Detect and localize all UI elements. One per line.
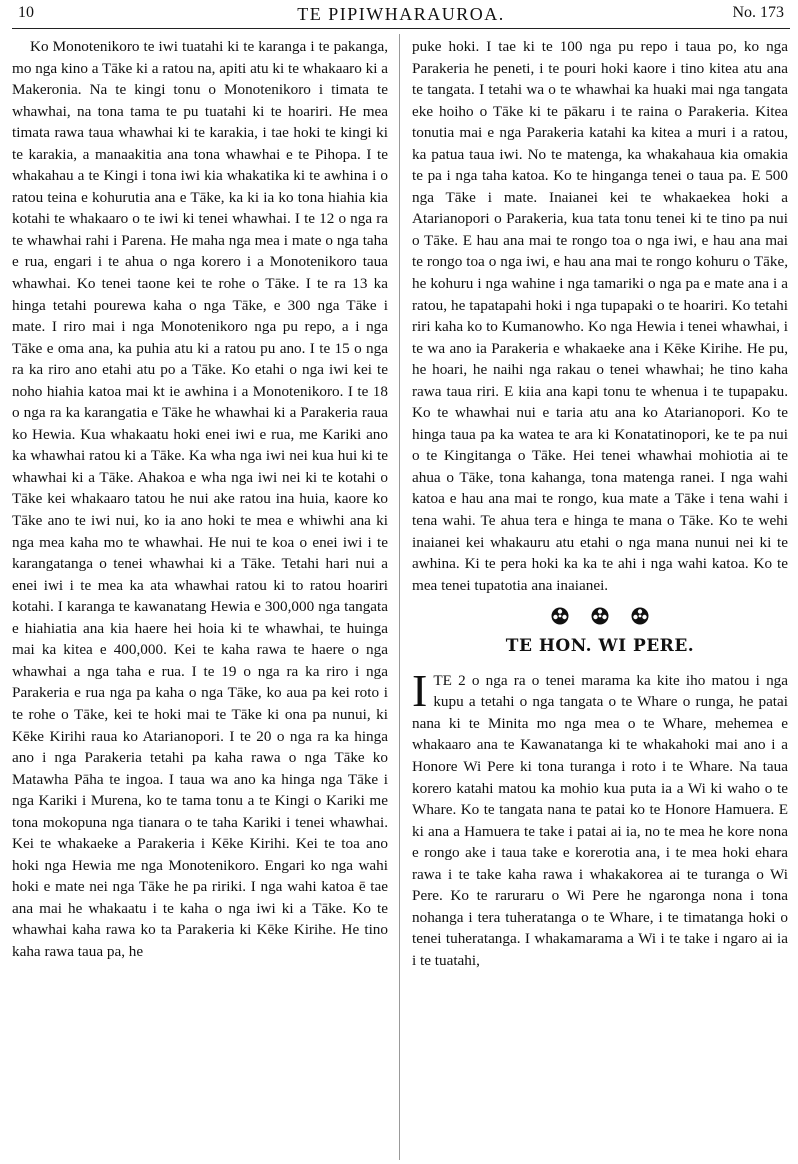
flower-ornament-icon — [590, 606, 610, 626]
ornament-row — [412, 606, 788, 626]
right-column — [412, 36, 788, 971]
newspaper-title: TE PIPIWHARAUROA. — [297, 4, 505, 24]
header-rule — [12, 28, 790, 29]
flower-ornament-icon — [550, 606, 570, 626]
page-number: 10 — [18, 4, 34, 21]
article-body — [412, 664, 788, 972]
article-text: TE 2 o nga ra o tenei marama ka kite iho matou i nga kupu a tetahi o nga tangata o te Whare o runga, he patai nana ki te Minita mo nga mea o te Whare, mehemea e whakaaro ana te Kawanatanga ki te whakahoki mai ano i a Honore Wi Pere ki tona turanga i roto i te Whare. Na taua korero katahi matou ka mohio kua puta ia a Wi ki waho o te Whare. Ko te tangata nana te patai ko te Honore Hamuera. E ki ana a Hamuera te take i patai ai ia, no te mea he kore nona e rongo ake i taua take e korerotia ana, i te mea hoki ehara rawa i te take kaha rawa i whakakorea ai te turanga o Wi Pere. Ko te raruraru o Wi Pere he ngaronga nona i tona nohanga i tera tuheratanga o te Whare, i te timatanga hoki o tenei tuheratanga. I whakamarama a Wi i te take i ngaro ai ia i te tuatahi, — [412, 671, 788, 969]
issue-number: No. 173 — [732, 4, 784, 21]
left-column — [12, 36, 388, 963]
column-separator — [399, 34, 400, 1160]
flower-ornament-icon — [630, 606, 650, 626]
right-column-continued-text: puke hoki. I tae ki te 100 nga pu repo i taua po, ko nga Parakeria he peneti, i te pouri hoki kaore i tino kitea atu ana te tangata. I tetahi wa o te whawhai ka huaki mai nga tangata eke hoiho o Tāke ki te pākaru i te raina o Parakeria. Kitea tonutia mai e nga Parakeria katahi ka kitea a muri i a ratou, ka patua taua iwi. No te matenga, ka whakahaua kia omakia te pa i nga taha katoa. Ko te hinganga tenei o taua pa. E 500 nga Tāke i mate. Inaianei kei te whakaekea hoki a Atarianopori o Parakeria, kua tata tonu tenei ki te tino pa nui o Tāke. E hau ana mai te rongo toa o nga iwi, e hau ana mai te rongo toa o nga iwi, e hau ana mai te rongo kohuru o Tāke, he kohuru i nga wahine i nga tamariki o nga pa e mate ana i a ratou, he tapatapahi hoki i nga tupapaki o te hoariri. Ko tetahi riri kaha ko to Kumanowho. Ko nga Hewia i tenei whawhai, i te wa ano ia Parakeria e whakaeke ana i Kēke Kirihe. He pu, he hoari, he naihi nga rakau o tenei whawhai; he tino kaha rawa taua riri. E kiia ana kapi tonu te whenua i te tupapaku. Ko te whawhai nui e taria atu ana ko Atarianopori. Ko te hinga taua pa ka watea te ara ki Konatatinopori, ke te pa nui o te Kingitanga o Tāke. Hei tenei whawhai mohiotia ai te ahua o Tāke, tona kahanga, tona matenga ranei. I nga wahi katoa e hau ana mai te rongo, kua mate a Tāke i tena wahi i tena wahi. Te ahua tera e hinga te mana o Tāke. Ko te wehi inaianei kei whakauru atu etahi o nga mana nunui nei ki te awhina. Ki te pera hoki ka ka te ahi i nga wahi katoa. Ko te mea tenei tupatotia ana inaianei. — [412, 38, 788, 594]
left-column-text: Ko Monotenikoro te iwi tuatahi ki te karanga i te pakanga, mo nga kino a Tāke ki a ratou na, apiti atu ki te whakaaro ki a Makeronia. Na te kingi tonu o Monotenikoro i timata te whawhai, na tona tama te pu tuatahi ki te hoariri. He mea timata rawa taua whawhai ki te karakia, i tae hoki te kingi ki te karakia, a manaakitia ana tona whawhai e te Pihopa. I te whakahau a te Kingi i tona iwi kia whakatika ki te awhina i o ratou teina e kohurutia ana e Tāke, ka ki ia ko tona hiahia kia kotahi te whakaaro o te iwi ki tenei whawhai. I te 12 o nga ra te whawhai rahi i Parena. He maha nga mea i mate o nga taha e rua, engari i te ahua o nga korero i a Monotenikoro taua whawhai. Ko tenei taone kei te rohe o Tāke. I te ra 13 ka hinga tetahi pourewa kaha o nga Tāke, e 300 nga Tāke i mate. I riro mai i nga Monotenikoro nga pu repo, a i nga Tāke e oma ana, ka puhia atu ki a ratou pu ano. I te 15 o nga ra ka riro ano etahi atu po a Tāke. Ko etahi o nga iwi kei te noho hiahia katoa mai kt ie awhina i a Monotenikoro. I te 18 o nga ra ka karangatia e Tāke he whawhai ki a Parakeria raua ko Hewia. Kua whakaatu hoki enei iwi e rua, me Kariki ano ka whawhai ratou ki a Tāke. Ka wha nga iwi nei kua hui ki te whawhai ki a Tāke. Ahakoa e wha nga iwi nei ki te kotahi o Tāke kei whakaaro tatou he nui ake ratou ina huia, kaore ko Tāke ano te iwi nui, ko ia ano hoki te mea e whiwhi ana ki nga mea kaha mo te whawhai. He nui te koa o enei iwi i te karangatanga o tenei whawhai ki a Tāke. Tetahi hari nui a enei iwi i te mea ka ata whawhai ratou ki to ratou hoariri kotahi. I karanga te kawanatang Hewia e 300,000 nga tangata e hiahiatia ana kia haere hei hoia ki te whawhai, te huinga mai ka kitea e 400,000. Kei te kaha rawa te haere o nga whawhai a nga taha e rua. I te 19 o nga ra ka riro i nga Parakeria e rua nga pa kaha o nga Tāke, ko aua pa kei roto i te rohe o Tāke, kei te hoki mai te Tāke ki ona pa nunui, ki Kēke Kirihi raua ko Atarianopori. I te 20 o nga ra ka hinga ano i nga Parakeria tetahi pa kaha rawa o nga Tāke ko Matawha Pāha te ingoa. I taua wa ano ka hinga nga Tāke i nga Kariki i Murena, ko te tama tonu a te Kingi o Kariki me tona mokopuna nga tianara o te taha Kariki i tenei whawhai. Kei te whakaeke a Parakeria i Kēke Kirihi. Kei te toa ano hoki nga Hewia me nga Monotenikoro. Engari ko nga wahi hoki e mate nei nga Tāke he pa ririki. I nga wahi katoa ē tae ana mai he whakaatu i te kaha o nga iwi ki a Tāke. Ko te whawhai kaha rawa ko ta Parakeria ki Kēke Kirihe. He tino kaha rawa taua pa, he — [12, 38, 388, 960]
page-header — [12, 0, 790, 30]
dropcap-letter: I — [412, 664, 428, 716]
article-heading: TE HON. WI PERE. — [505, 636, 695, 657]
